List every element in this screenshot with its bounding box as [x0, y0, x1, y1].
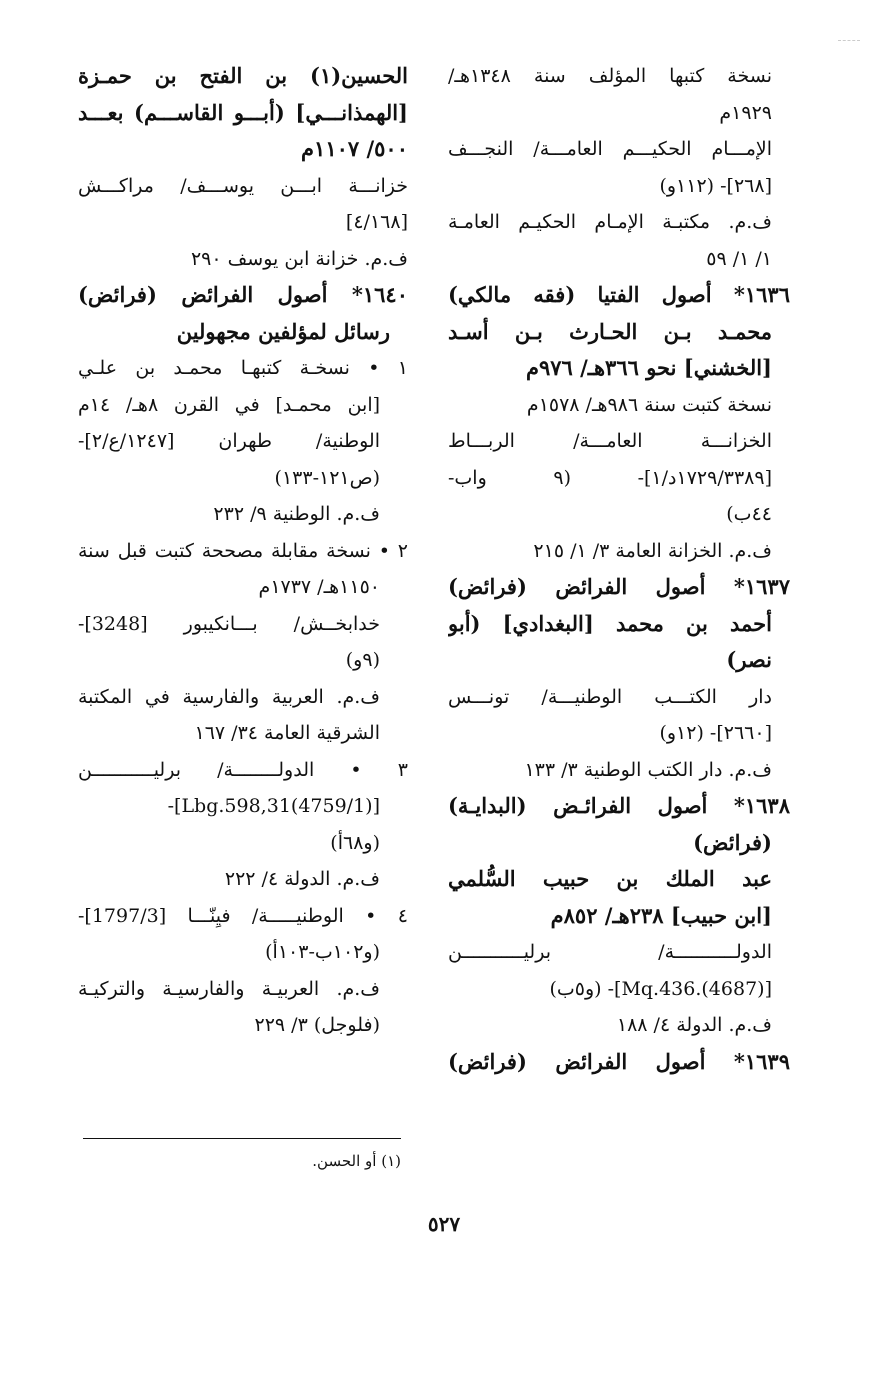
page-number: ٥٢٧ [427, 1212, 461, 1236]
left-column-line: [الهمذانـــي] (أبـــو القاســـم) بعـــد [78, 99, 408, 125]
left-column-line: ١٦٤٠* أصول الفرائض (فرائض) [78, 282, 408, 307]
left-column-line: الوطنية/ طهران [١٢٤٧/ع/٢]- [78, 430, 380, 452]
left-column-line: ف.م. خزانة ابن يوسف ٢٩٠ [190, 247, 408, 270]
right-column-line: نسخة كتبها المؤلف سنة ١٣٤٨هـ/ [448, 65, 772, 87]
right-column-line: نسخة كتبت سنة ٩٨٦هـ/ ١٥٧٨م [526, 393, 772, 416]
right-column-line: ٤٤ب) [726, 503, 772, 525]
right-column-line: الإمـــام الحكيـــم العامـــة/ النجـــف [448, 138, 772, 160]
right-column-line: [ابن حبيب] ٢٣٨هـ/ ٨٥٢م [550, 902, 772, 928]
left-column-line: خدابخــش/ بـــانكيبور [3248]- [78, 612, 380, 635]
right-column-line: الدولـــــــــــة/ برليـــــــــــن [448, 941, 772, 963]
left-column-line: الحسين(١) بن الفتح بن حمـزة [78, 63, 408, 88]
left-column [78, 58, 408, 1044]
right-column-line: [٢٦٦٠]- (١٢و) [659, 722, 772, 744]
right-column-line: ١٦٣٧* أصول الفرائض (فرائض) [448, 574, 790, 599]
scan-mark [838, 40, 860, 41]
left-column-line: ف.م. الدولة ٤/ ٢٢٢ [224, 868, 380, 890]
right-column-line: عبد الملك بن حبيب السُّلمي [448, 866, 772, 891]
right-column-line: ١٦٣٩* أصول الفرائض (فرائض) [448, 1048, 790, 1074]
left-column-line: (فلوجل) ٣/ ٢٢٩ [254, 1014, 380, 1036]
left-column-line: [Lbg.598,31(4759/1)]- [167, 795, 380, 817]
right-column-line: أحمد بن محمد [البغدادي] (أبو [448, 610, 772, 636]
right-column-line: ١٦٣٦* أصول الفتيا (فقه مالكي) [448, 282, 790, 307]
left-column-line: ١ • نسخـة كتبهـا محمـد بن علـي [78, 357, 408, 379]
left-column-line: ٥٠٠/ ١١٠٧م [301, 136, 408, 161]
left-column-line: ف.م. العربية والفارسية في المكتبة [78, 685, 380, 708]
footnote-rule [83, 1138, 401, 1139]
right-column-line: ١/ ١/ ٥٩ [706, 247, 772, 270]
right-column-line: الخزانـــة العامـــة/ الربـــاط [448, 430, 772, 452]
left-column-line: ف.م. العربيـة والفارسيـة والتركيـة [78, 977, 380, 1000]
left-column-line: ٤ • الوطنيـــــة/ فيِنّـــا [1797/3]- [78, 904, 408, 927]
right-column-line: (فرائض) [693, 829, 772, 855]
left-column-line: ١١٥٠هـ/ ١٧٣٧م [258, 576, 380, 598]
right-column-line: نصر) [726, 647, 772, 672]
footnote: (١) أو الحسن. [312, 1152, 401, 1170]
right-column-line: ١٩٢٩م [719, 101, 772, 124]
left-column-line: [ابن محمـد] في القرن ٨هـ/ ١٤م [78, 393, 381, 416]
right-column-line: ١٦٣٨* أصول الفرائـض (البدايـة) [448, 793, 790, 818]
right-column-line: [١٧٢٩/٣٣٨٩د/١]- (٩ واب- [448, 466, 772, 489]
left-column-line: رسائل لمؤلفين مجهولين [176, 318, 390, 344]
right-column-line: [٢٦٨]- (١١٢و) [659, 174, 772, 197]
right-column-line: دار الكتـــب الوطنيـــة/ تونـــس [448, 685, 772, 708]
right-column [448, 58, 790, 1080]
right-column-line: ف.م. مكتبـة الإمـام الحكيـم العامـة [448, 211, 772, 233]
right-column-line: ف.م. الخزانة العامة ٣/ ١/ ٢١٥ [533, 539, 772, 562]
left-column-line: (٩و) [345, 649, 380, 671]
left-column-line: ٢ • نسخة مقابلة مصححة كتبت قبل سنة [78, 539, 408, 562]
right-column-line: [Mq.436.(4687)]- (و٥ب) [549, 977, 772, 1000]
right-column-line: ف.م. الدولة ٤/ ١٨٨ [616, 1014, 772, 1036]
right-column-line: محمـد بـن الحـارث بـن أسـد [448, 318, 772, 344]
left-column-line: [٤/١٦٨] [345, 211, 408, 233]
left-column-line: (و١٠٢ب-١٠٣أ) [265, 941, 380, 963]
left-column-line: ف.م. الوطنية ٩/ ٢٣٢ [213, 503, 380, 525]
right-column-line: ف.م. دار الكتب الوطنية ٣/ ١٣٣ [524, 758, 772, 781]
right-column-line: [الخشني] نحو ٣٦٦هـ/ ٩٧٦م [525, 355, 772, 380]
left-column-line: ٣ • الدولــــــــة/ برليـــــــــــن [78, 758, 408, 781]
left-column-line: (و٦٨أ) [330, 831, 380, 854]
left-column-line: (ص١٢١-١٣٣) [274, 466, 380, 489]
left-column-line: الشرقية العامة ٣٤/ ١٦٧ [194, 722, 380, 744]
left-column-line: خزانـــة ابـــن يوســـف/ مراكـــش [78, 174, 408, 197]
